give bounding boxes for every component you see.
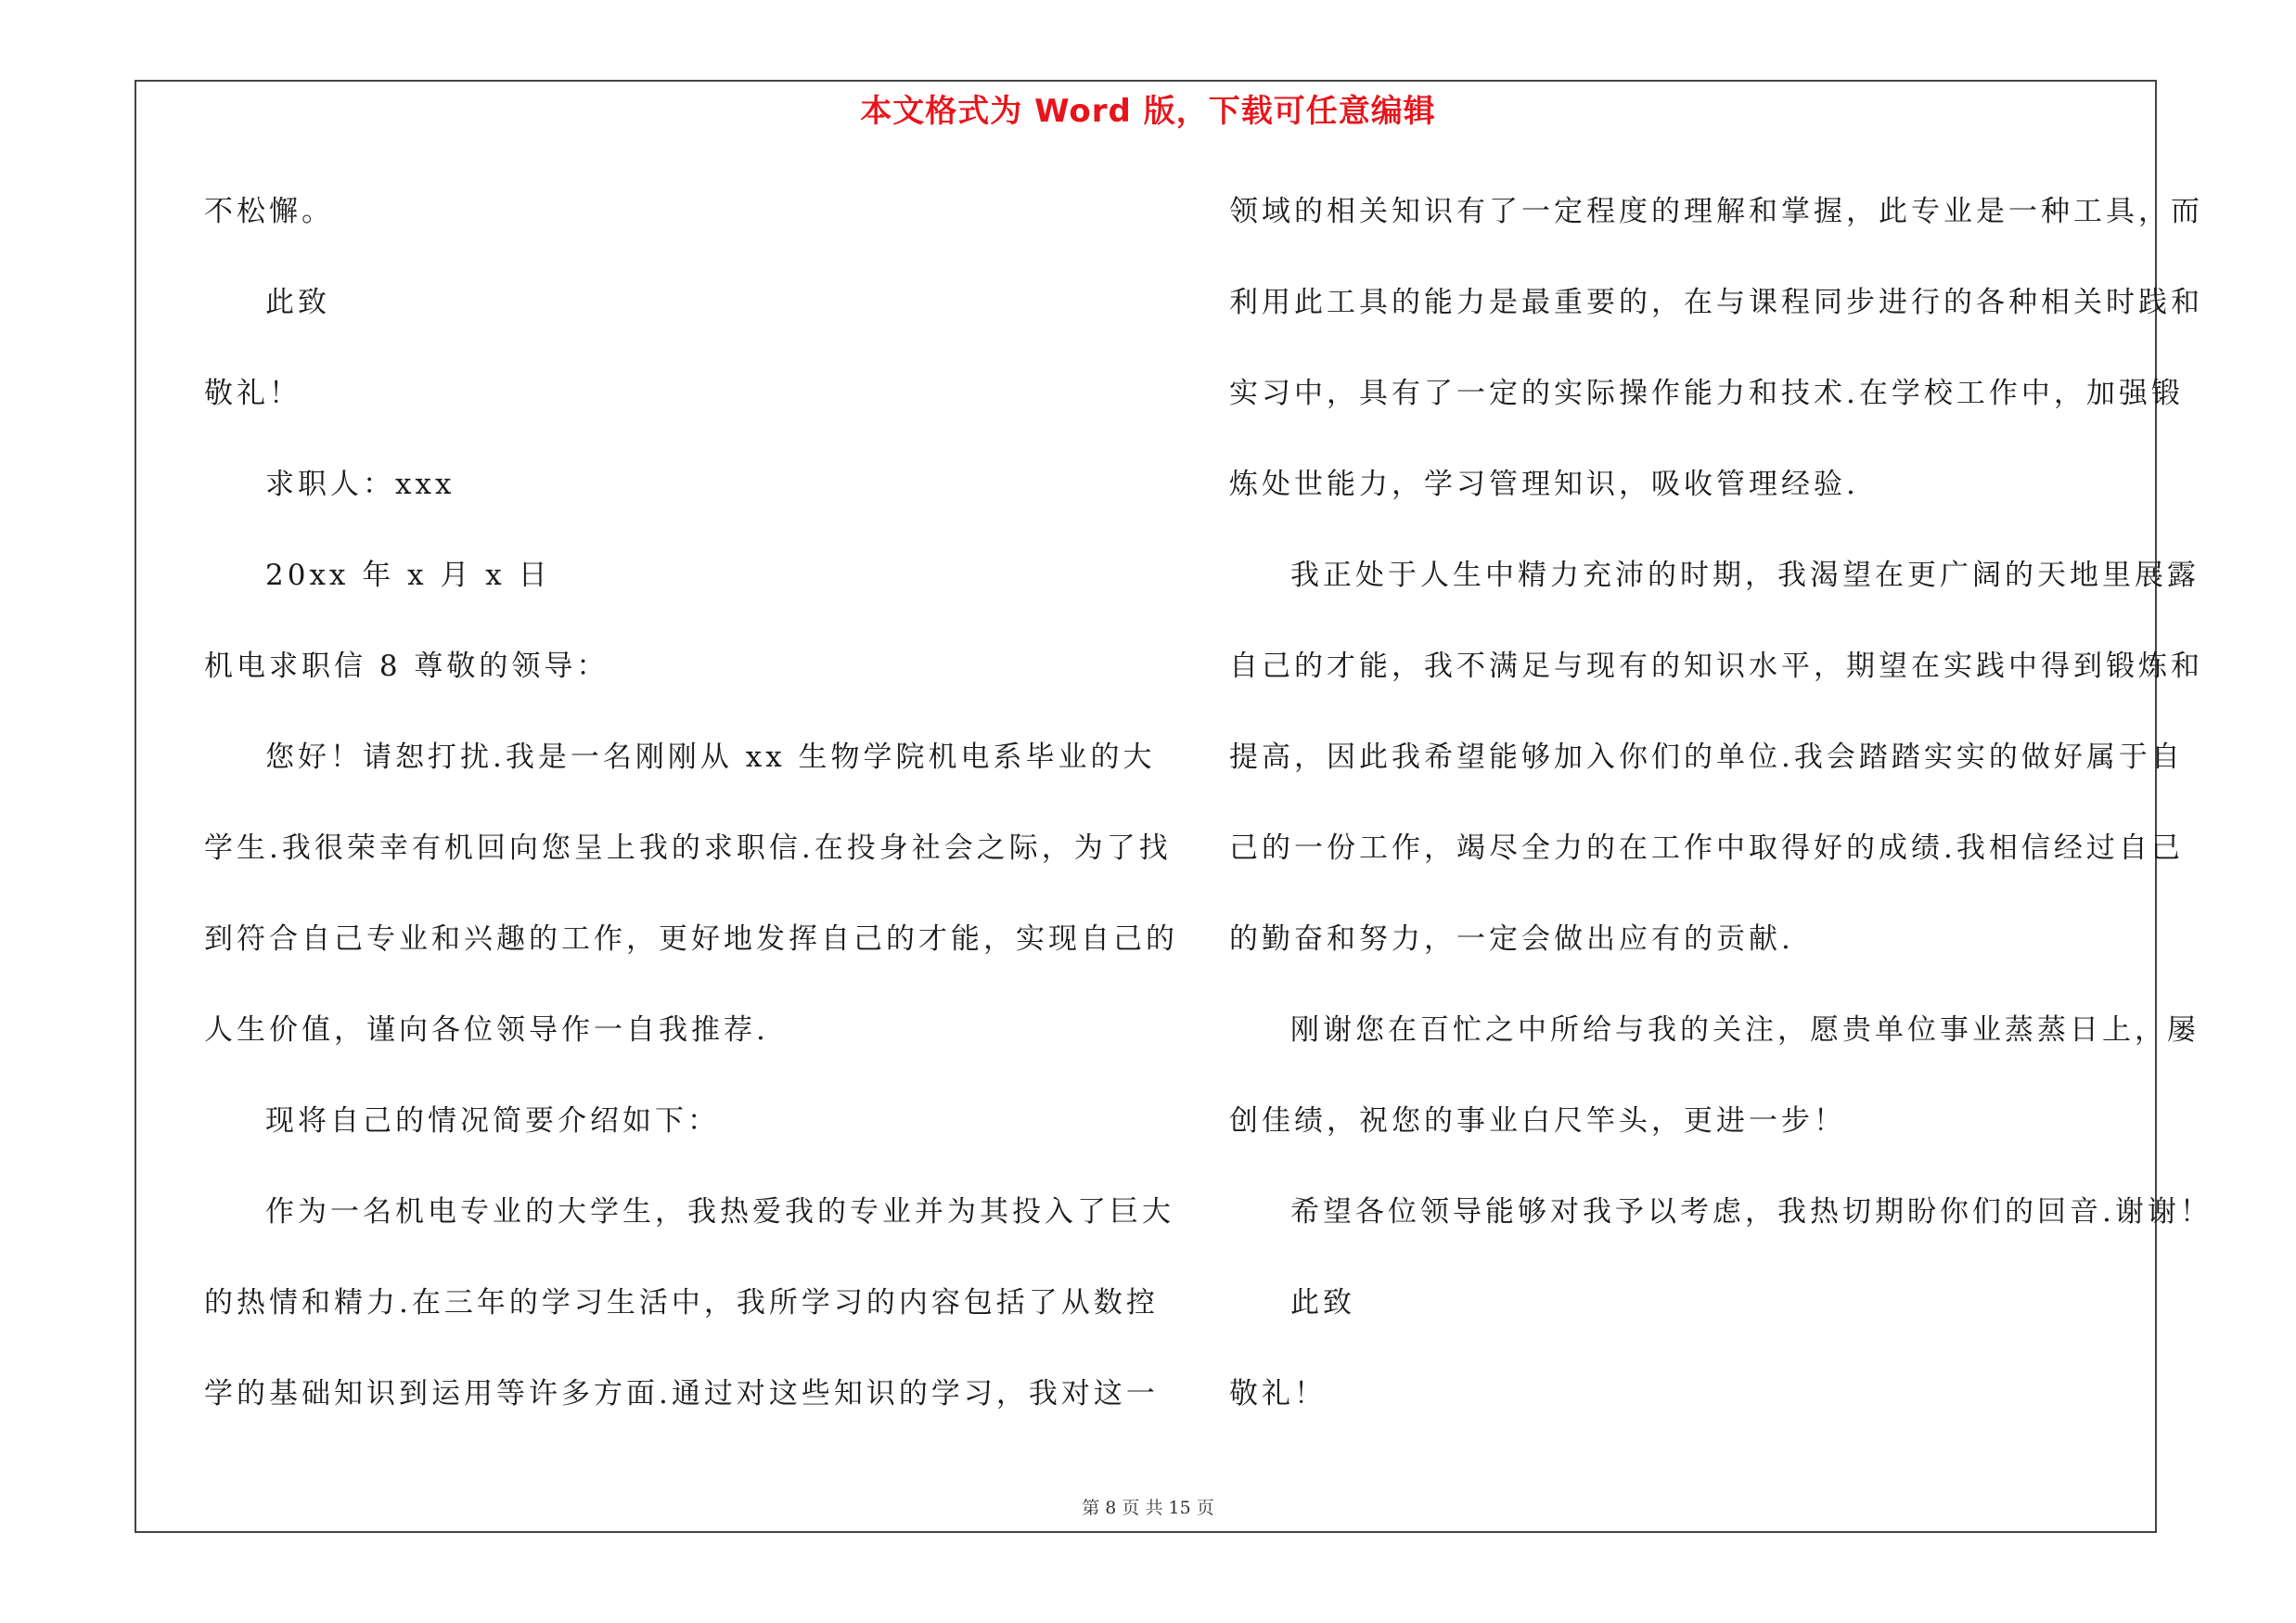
paragraph-line: 的热情和精力.在三年的学习生活中，我所学习的内容包括了从数控: [204, 1286, 1159, 1320]
paragraph-line: 我正处于人生中精力充沛的时期，我渴望在更广阔的天地里展露: [1290, 559, 2200, 592]
paragraph-line: 炼处世能力，学习管理知识，吸收管理经验.: [1229, 468, 1859, 501]
paragraph-line: 敬礼！: [1229, 1377, 1327, 1410]
paragraph-line: 实习中，具有了一定的实际操作能力和技术.在学校工作中，加强锻: [1229, 377, 2184, 410]
paragraph-line: 刚谢您在百忙之中所给与我的关注，愿贵单位事业蒸蒸日上，屡: [1290, 1013, 2200, 1047]
paragraph-line: 此致: [265, 286, 330, 319]
right-text-column: [1229, 181, 2213, 1454]
paragraph-line: 利用此工具的能力是最重要的，在与课程同步进行的各种相关时践和: [1229, 286, 2203, 319]
paragraph-line: 不松懈。: [204, 195, 334, 228]
paragraph-line: 提高，因此我希望能够加入你们的单位.我会踏踏实实的做好属于自: [1229, 741, 2184, 774]
paragraph-line: 您好！请恕打扰.我是一名刚刚从 xx 生物学院机电系毕业的大: [265, 741, 1156, 774]
paragraph-line: 学生.我很荣幸有机回向您呈上我的求职信.在投身社会之际，为了找: [204, 831, 1172, 865]
paragraph-line: 人生价值，谨向各位领导作一自我推荐.: [204, 1013, 769, 1047]
paragraph-line: 20xx 年 x 月 x 日: [265, 559, 551, 592]
paragraph-line: 学的基础知识到运用等许多方面.通过对这些知识的学习，我对这一: [204, 1377, 1159, 1410]
paragraph-line: 领域的相关知识有了一定程度的理解和掌握，此专业是一种工具，而: [1229, 195, 2203, 228]
paragraph-line: 作为一名机电专业的大学生，我热爱我的专业并为其投入了巨大: [265, 1195, 1174, 1229]
page-number-footer: 第 8 页 共 15 页: [1082, 1498, 1214, 1518]
paragraph-line: 的勤奋和努力，一定会做出应有的贡献.: [1229, 922, 1794, 956]
paragraph-line: 到符合自己专业和兴趣的工作，更好地发挥自己的才能，实现自己的: [204, 922, 1178, 956]
paragraph-line: 己的一份工作，竭尽全力的在工作中取得好的成绩.我相信经过自己: [1229, 831, 2184, 865]
paragraph-line: 现将自己的情况简要介绍如下：: [265, 1104, 720, 1138]
paragraph-line: 此致: [1290, 1286, 1355, 1320]
paragraph-line: 敬礼！: [204, 377, 301, 410]
paragraph-line: 机电求职信 8 尊敬的领导：: [204, 650, 609, 683]
paragraph-line: 希望各位领导能够对我予以考虑，我热切期盼你们的回音.谢谢！: [1290, 1195, 2213, 1229]
paragraph-line: 求职人：xxx: [265, 468, 455, 501]
paragraph-line: 创佳绩，祝您的事业白尺竿头，更进一步！: [1229, 1104, 1846, 1138]
format-notice-banner: 本文格式为 Word 版，下载可任意编辑: [860, 93, 1436, 130]
left-text-column: [204, 181, 1178, 1454]
paragraph-line: 自己的才能，我不满足与现有的知识水平，期望在实践中得到锻炼和: [1229, 650, 2203, 683]
